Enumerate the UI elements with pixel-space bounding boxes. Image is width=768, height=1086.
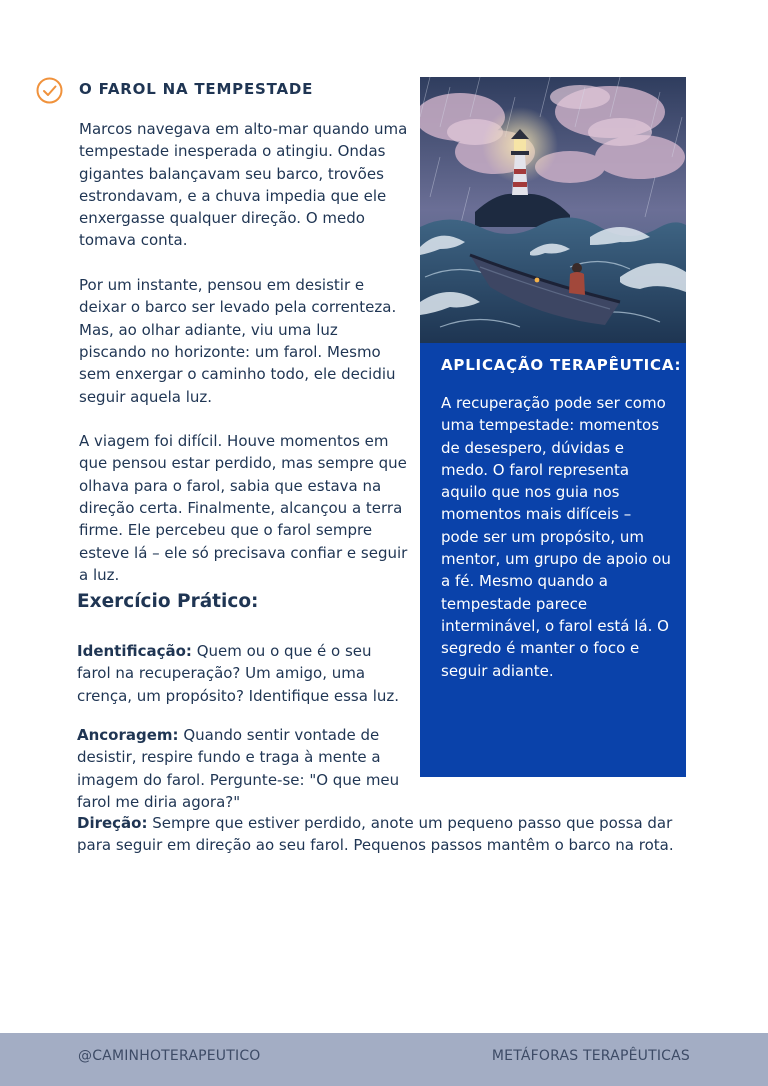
exercise-item-text: Quando sentir vontade de desistir, respire fundo e traga à mente a imagem do farol. Pergunte-se: "O que meu farol me diria agora?": [77, 726, 400, 811]
exercise-item-label: Ancoragem:: [77, 726, 179, 744]
exercise-item-identificacao: [77, 640, 407, 707]
lighthouse-storm-illustration: [420, 77, 686, 343]
panel-title: APLICAÇÃO TERAPÊUTICA:: [441, 356, 682, 374]
story-paragraph: Por um instante, pensou em desistir e deixar o barco ser levado pela correnteza. Mas, ao olhar adiante, viu uma luz piscando no horizonte: um farol. Mesmo sem enxergar o caminho todo, ele decidiu seguir aquela luz.: [79, 276, 397, 406]
exercise-item-text: Quem ou o que é o seu farol na recuperação? Um amigo, uma crença, um propósito? Identifique essa luz.: [77, 642, 400, 705]
exercise-title: Exercício Prático:: [77, 591, 259, 612]
panel-body: A recuperação pode ser como uma tempestade: momentos de desespero, dúvidas e medo. O farol representa aquilo que nos guia nos momentos mais difíceis – pode ser um propósito, um mentor, um grupo de apoio ou a fé. Mesmo quando a tempestade parece interminável, o farol está lá. O segredo é manter o foco e seguir adiante.: [441, 394, 671, 680]
story-text: [79, 118, 409, 586]
exercise-item-ancoragem: [77, 724, 422, 813]
story-paragraph: A viagem foi difícil. Houve momentos em que pensou estar perdido, mas sempre que olhava para o farol, sabia que estava na direção certa. Finalmente, alcançou a terra firme. Ele percebeu que o farol sempre esteve lá – ele só precisava confiar e seguir a luz.: [79, 432, 408, 584]
page-title: O FAROL NA TEMPESTADE: [79, 80, 314, 98]
exercise-item-label: Identificação:: [77, 642, 192, 660]
exercise-item-text: Sempre que estiver perdido, anote um pequeno passo que possa dar para seguir em direção ao seu farol. Pequenos passos mantêm o barco na rota.: [77, 814, 674, 855]
footer-handle: @CAMINHOTERAPEUTICO: [78, 1048, 261, 1064]
exercise-item-label: Direção:: [77, 814, 148, 832]
footer-series: METÁFORAS TERAPÊUTICAS: [491, 1048, 690, 1064]
footer: [0, 1033, 768, 1086]
exercise-item-direcao: [77, 812, 677, 857]
therapeutic-application-panel: [420, 343, 686, 777]
check-circle-icon: [36, 77, 63, 104]
story-paragraph: Marcos navegava em alto-mar quando uma tempestade inesperada o atingiu. Ondas gigantes balançavam seu barco, trovões estrondavam, e a chuva impedia que ele enxergasse qualquer direção. O medo tomava conta.: [79, 120, 408, 250]
